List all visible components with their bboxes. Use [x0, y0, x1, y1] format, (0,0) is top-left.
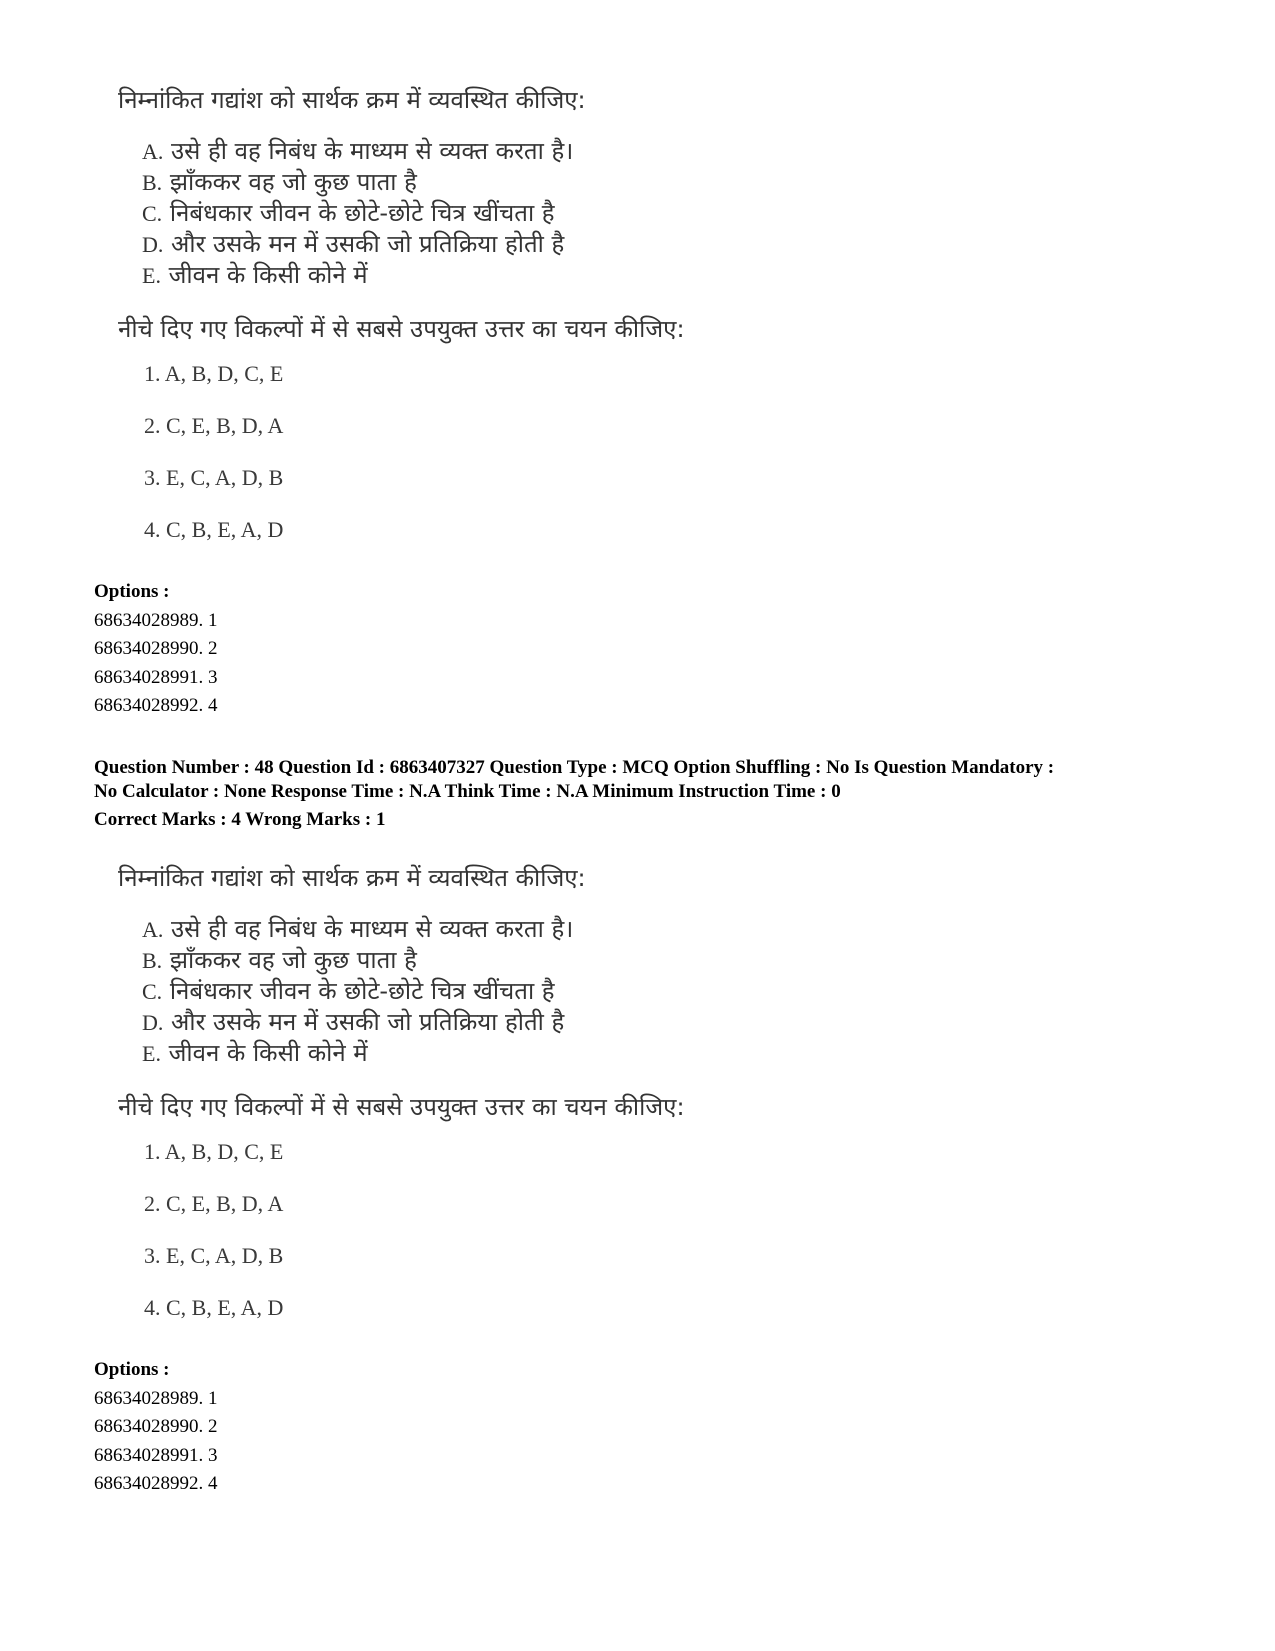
- statement-list: [142, 136, 838, 291]
- options-label: Options :: [94, 581, 170, 602]
- question-passage-image: [118, 84, 838, 567]
- statement-item: [142, 976, 838, 1007]
- options-label: Options :: [94, 1359, 170, 1380]
- choice-item: 4. C, B, E, A, D: [144, 1295, 284, 1320]
- statement-text: निबंधकार जीवन के छोटे-छोटे चित्र खींचता है: [169, 977, 555, 1005]
- question-meta: [94, 756, 1204, 832]
- statement-item: [142, 198, 838, 229]
- options-block: [94, 578, 218, 721]
- statement-key: B.: [142, 948, 163, 973]
- option-row: 68634028990. 2: [94, 638, 218, 659]
- statement-text: जीवन के किसी कोने में: [168, 261, 368, 289]
- statement-list: [142, 914, 838, 1069]
- statement-key: A.: [142, 139, 164, 164]
- statement-key: B.: [142, 170, 163, 195]
- statement-item: [142, 1007, 838, 1038]
- statement-item: [142, 229, 838, 260]
- statement-text: उसे ही वह निबंध के माध्यम से व्यक्त करता है।: [171, 915, 574, 943]
- statement-item: [142, 1038, 838, 1069]
- option-row: 68634028989. 1: [94, 609, 218, 631]
- statement-item: [142, 914, 838, 945]
- choice-item: 2. C, E, B, D, A: [144, 1191, 284, 1216]
- statement-key: C.: [142, 201, 163, 226]
- choice-list: [144, 1137, 838, 1323]
- statement-item: [142, 136, 838, 167]
- passage-heading: निम्नांकित गद्यांश को सार्थक क्रम में व्यवस्थित कीजिए:: [118, 86, 586, 114]
- choice-list: [144, 359, 838, 545]
- statement-text: निबंधकार जीवन के छोटे-छोटे चित्र खींचता है: [169, 199, 555, 227]
- option-row: 68634028991. 3: [94, 1444, 218, 1466]
- statement-key: E.: [142, 263, 161, 288]
- options-block: [94, 1356, 218, 1499]
- passage-heading: निम्नांकित गद्यांश को सार्थक क्रम में व्यवस्थित कीजिए:: [118, 864, 586, 892]
- question-marks: Correct Marks : 4 Wrong Marks : 1: [94, 809, 386, 830]
- statement-text: झाँककर वह जो कुछ पाता है: [169, 168, 417, 196]
- option-row: 68634028991. 3: [94, 666, 218, 688]
- option-row: 68634028989. 1: [94, 1387, 218, 1409]
- statement-text: जीवन के किसी कोने में: [168, 1039, 368, 1067]
- choice-item: 1. A, B, D, C, E: [144, 1139, 284, 1164]
- statement-key: A.: [142, 917, 164, 942]
- passage-instruction: नीचे दिए गए विकल्पों में से सबसे उपयुक्त उत्तर का चयन कीजिए:: [118, 315, 685, 343]
- statement-item: [142, 945, 838, 976]
- option-row: 68634028992. 4: [94, 695, 218, 716]
- statement-text: झाँककर वह जो कुछ पाता है: [169, 946, 417, 974]
- choice-item: 1. A, B, D, C, E: [144, 361, 284, 386]
- statement-text: और उसके मन में उसकी जो प्रतिक्रिया होती है: [171, 1008, 565, 1036]
- statement-text: उसे ही वह निबंध के माध्यम से व्यक्त करता है।: [171, 137, 574, 165]
- statement-item: [142, 260, 838, 291]
- statement-key: E.: [142, 1041, 161, 1066]
- statement-key: C.: [142, 979, 163, 1004]
- statement-item: [142, 167, 838, 198]
- question-meta-line: No Calculator : None Response Time : N.A Think Time : N.A Minimum Instruction Time : 0: [94, 781, 841, 802]
- passage-instruction: नीचे दिए गए विकल्पों में से सबसे उपयुक्त उत्तर का चयन कीजिए:: [118, 1093, 685, 1121]
- statement-text: और उसके मन में उसकी जो प्रतिक्रिया होती है: [171, 230, 565, 258]
- question-meta-line: Question Number : 48 Question Id : 6863407327 Question Type : MCQ Option Shuffling : No Is Question Mandatory :: [94, 757, 1055, 778]
- question-passage-image: [118, 862, 838, 1345]
- choice-item: 3. E, C, A, D, B: [144, 1243, 284, 1268]
- statement-key: D.: [142, 232, 164, 257]
- choice-item: 3. E, C, A, D, B: [144, 465, 284, 490]
- statement-key: D.: [142, 1010, 164, 1035]
- choice-item: 2. C, E, B, D, A: [144, 413, 284, 438]
- choice-item: 4. C, B, E, A, D: [144, 517, 284, 542]
- option-row: 68634028990. 2: [94, 1416, 218, 1437]
- option-row: 68634028992. 4: [94, 1473, 218, 1494]
